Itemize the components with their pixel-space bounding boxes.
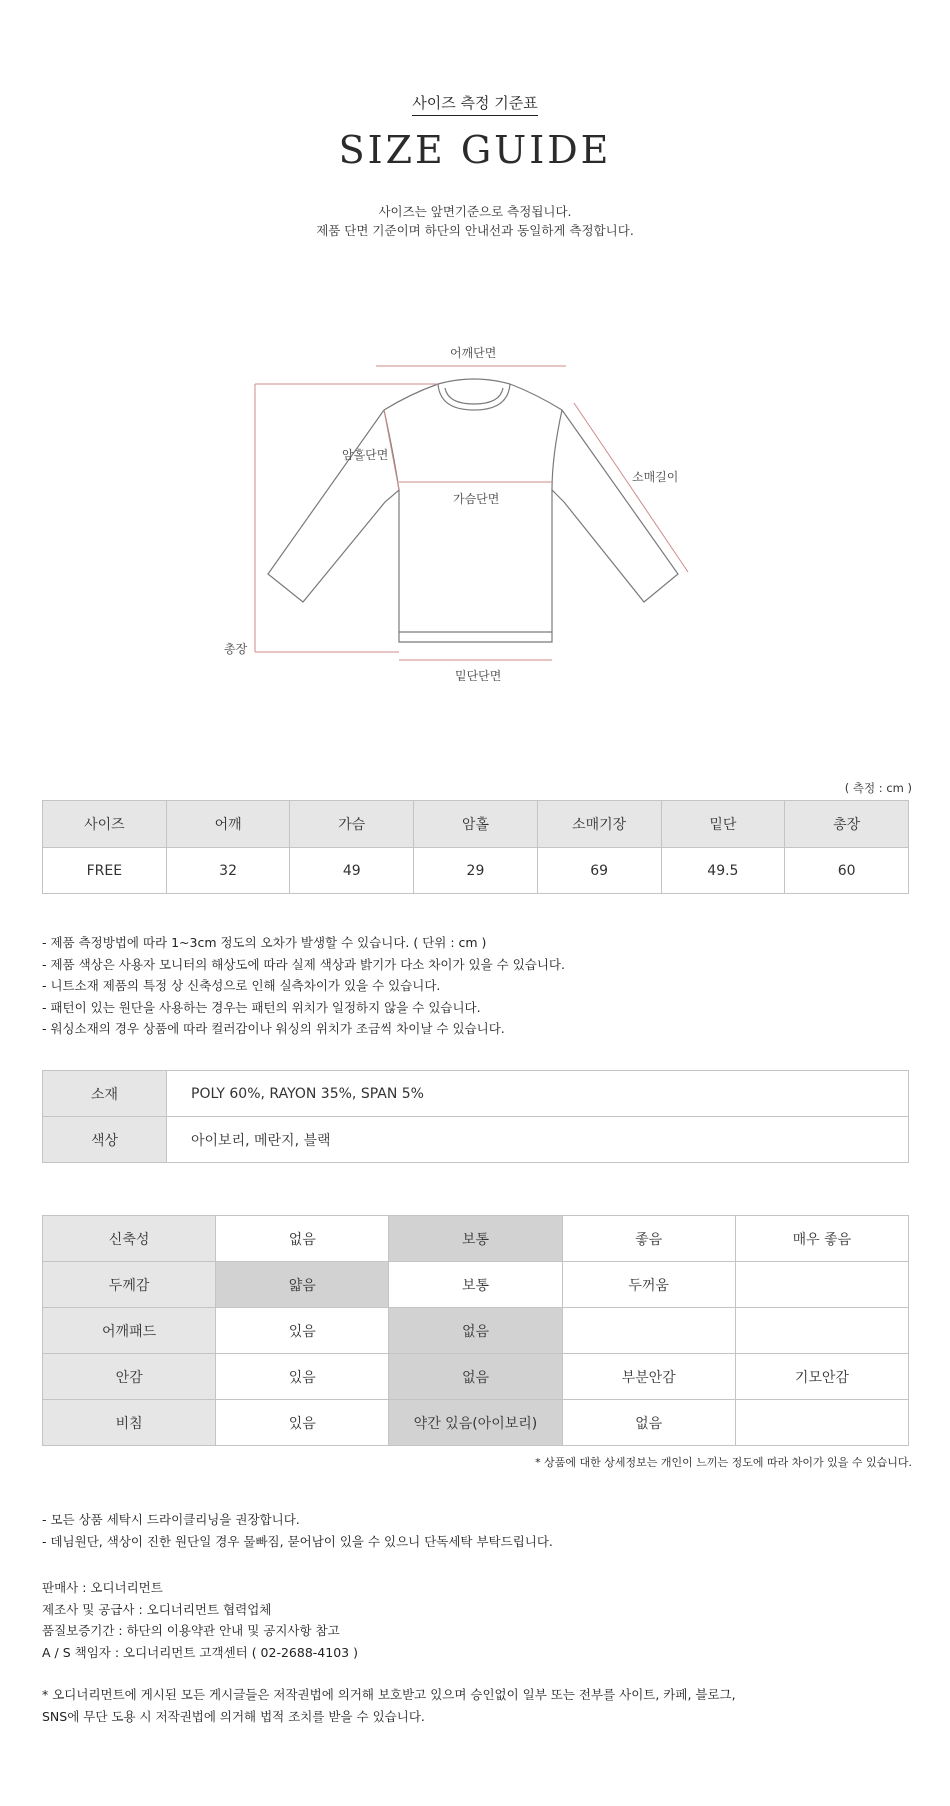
table-row — [43, 1071, 909, 1117]
table-row — [43, 848, 909, 894]
note-line: - 워싱소재의 경우 상품에 따라 컬러감이나 워싱의 위치가 조금씩 차이날 수 있습니다. — [42, 1021, 505, 1037]
feature-row-shoulder-pad — [43, 1308, 909, 1354]
feature-option: 두꺼움 — [562, 1262, 735, 1308]
feature-label: 비침 — [43, 1400, 216, 1446]
feature-option: 없음 — [389, 1308, 562, 1354]
note-line: - 제품 색상은 사용자 모니터의 해상도에 따라 실제 색상과 밝기가 다소 차이가 있을 수 있습니다. — [42, 956, 565, 972]
subtitle — [0, 92, 950, 113]
seller-line: 제조사 및 공급사 : 오디너리먼트 협력업체 — [42, 1601, 272, 1617]
feature-option: 약간 있음(아이보리) — [389, 1400, 562, 1446]
header-cell: 가슴 — [290, 801, 414, 848]
table-cell: 29 — [414, 848, 538, 894]
feature-option — [735, 1400, 908, 1446]
description-line-2: 제품 단면 기준이며 하단의 안내선과 동일하게 측정합니다. — [316, 223, 634, 238]
feature-option — [562, 1308, 735, 1354]
label-hem: 밑단단면 — [455, 669, 502, 683]
feature-option — [735, 1308, 908, 1354]
feature-option: 보통 — [389, 1262, 562, 1308]
feature-option: 기모안감 — [735, 1354, 908, 1400]
sleeve-line — [574, 403, 688, 572]
feature-label: 신축성 — [43, 1216, 216, 1262]
table-header-row — [43, 801, 909, 848]
care-line: - 모든 상품 세탁시 드라이클리닝을 권장합니다. — [42, 1512, 300, 1527]
feature-option: 부분안감 — [562, 1354, 735, 1400]
care-notes — [42, 1509, 553, 1552]
feature-option: 있음 — [216, 1354, 389, 1400]
color-label: 색상 — [43, 1117, 167, 1163]
feature-option: 보통 — [389, 1216, 562, 1262]
seller-line: A / S 책임자 : 오디너리먼트 고객센터 ( 02-2688-4103 ) — [42, 1644, 358, 1660]
table-cell: 69 — [537, 848, 661, 894]
feature-option: 없음 — [562, 1400, 735, 1446]
header-cell: 밑단 — [661, 801, 785, 848]
table-cell: 49.5 — [661, 848, 785, 894]
note-line: - 제품 측정방법에 따라 1~3cm 정도의 오차가 발생할 수 있습니다. ( 단위 : cm ) — [42, 935, 487, 950]
header-cell: 소매기장 — [537, 801, 661, 848]
color-value: 아이보리, 메란지, 블랙 — [167, 1117, 909, 1163]
table-cell: FREE — [43, 848, 167, 894]
seller-line: 판매사 : 오디너리먼트 — [42, 1580, 163, 1595]
feature-option: 없음 — [389, 1354, 562, 1400]
seller-line: 품질보증기간 : 하단의 이용약관 안내 및 공지사항 참고 — [42, 1623, 340, 1639]
sweater-illustration — [0, 330, 950, 690]
measurement-notes — [42, 932, 565, 1040]
feature-row-sheerness — [43, 1400, 909, 1446]
header-cell: 사이즈 — [43, 801, 167, 848]
feature-label: 안감 — [43, 1354, 216, 1400]
copyright-line: SNS에 무단 도용 시 저작권법에 의거해 법적 조치를 받을 수 있습니다. — [42, 1708, 425, 1724]
fabric-value: POLY 60%, RAYON 35%, SPAN 5% — [167, 1071, 909, 1117]
feature-option: 있음 — [216, 1400, 389, 1446]
label-shoulder: 어깨단면 — [450, 346, 497, 360]
header-cell: 암홀 — [414, 801, 538, 848]
feature-row-thickness — [43, 1262, 909, 1308]
feature-option: 좋음 — [562, 1216, 735, 1262]
feature-option: 매우 좋음 — [735, 1216, 908, 1262]
table-row — [43, 1117, 909, 1163]
header-cell: 총장 — [785, 801, 909, 848]
label-length: 총장 — [224, 642, 248, 656]
table-cell: 60 — [785, 848, 909, 894]
feature-label: 두께감 — [43, 1262, 216, 1308]
care-line: - 데님원단, 색상이 진한 원단일 경우 물빠짐, 묻어남이 있을 수 있으니 단독세탁 부탁드립니다. — [42, 1533, 553, 1549]
description-line-1: 사이즈는 앞면기준으로 측정됩니다. — [378, 204, 572, 219]
header-cell: 어깨 — [166, 801, 290, 848]
feature-row-stretch — [43, 1216, 909, 1262]
note-line: - 니트소재 제품의 특정 상 신축성으로 인해 실측차이가 있을 수 있습니다. — [42, 978, 441, 994]
label-sleeve: 소매길이 — [632, 470, 679, 484]
page-title: SIZE GUIDE — [338, 128, 612, 172]
unit-label: ( 측정 : cm ) — [844, 781, 912, 795]
label-chest: 가슴단면 — [453, 492, 500, 506]
label-armhole: 암홀단면 — [342, 448, 389, 462]
feature-label: 어깨패드 — [43, 1308, 216, 1354]
copyright-line: * 오디너리먼트에 게시된 모든 게시글들은 저작권법에 의거해 보호받고 있으며 승인없이 일부 또는 전부를 사이트, 카페, 블로그, — [42, 1687, 736, 1702]
size-table — [42, 800, 909, 894]
feature-option: 있음 — [216, 1308, 389, 1354]
fabric-label: 소재 — [43, 1071, 167, 1117]
sweater-outline — [268, 379, 678, 642]
table-cell: 32 — [166, 848, 290, 894]
material-table — [42, 1070, 909, 1163]
feature-option: 얇음 — [216, 1262, 389, 1308]
subtitle-text: 사이즈 측정 기준표 — [412, 94, 537, 116]
seller-info — [42, 1577, 358, 1663]
measurement-diagram — [0, 330, 950, 690]
feature-option — [735, 1262, 908, 1308]
feature-remark: * 상품에 대한 상세정보는 개인이 느끼는 정도에 따라 차이가 있을 수 있습니다. — [535, 1456, 912, 1469]
note-line: - 패턴이 있는 원단을 사용하는 경우는 패턴의 위치가 일정하지 않을 수 있습니다. — [42, 999, 481, 1015]
table-cell: 49 — [290, 848, 414, 894]
feature-table — [42, 1215, 909, 1446]
copyright-notice — [42, 1684, 736, 1727]
feature-option: 없음 — [216, 1216, 389, 1262]
feature-row-lining — [43, 1354, 909, 1400]
